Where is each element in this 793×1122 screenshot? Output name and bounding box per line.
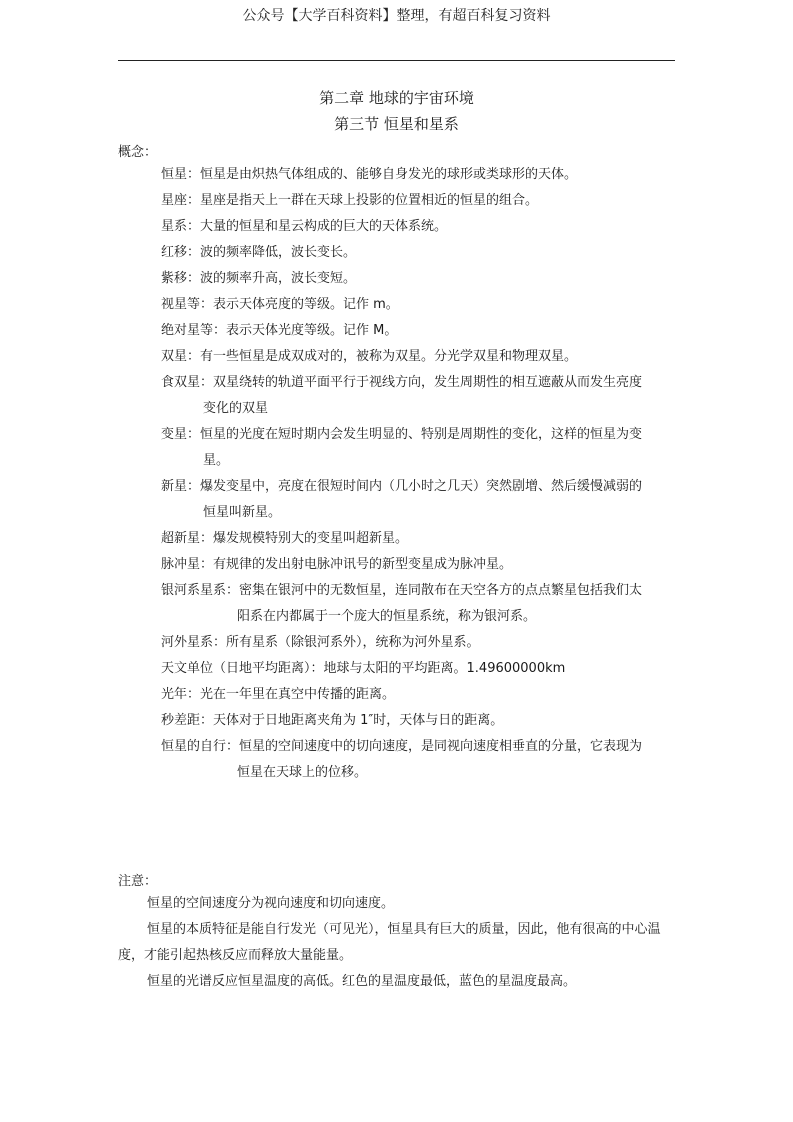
concept-term: 银河系星系：: [161, 583, 240, 598]
concept-definition: 双星绕转的轨道平面平行于视线方向，发生周期性的相互遮蔽从而发生亮度: [213, 375, 643, 390]
concept-term: 视星等：: [161, 297, 214, 312]
concept-term: 恒星：: [161, 167, 201, 182]
concept-item: [161, 682, 395, 708]
concept-term: 星系：: [161, 219, 201, 234]
concept-term: 天文单位（日地平均距离）：: [161, 661, 324, 676]
header-divider: [118, 60, 675, 61]
concept-definition: 波的频率升高，波长变短。: [200, 271, 357, 286]
notes-label: 注意：: [118, 874, 158, 889]
concept-item: [161, 344, 577, 370]
concept-item: [161, 656, 565, 682]
concept-definition: 变化的双星: [203, 401, 269, 416]
concept-item: [161, 474, 642, 526]
concept-definition: 星。: [203, 453, 230, 468]
note-text: 恒星的空间速度分为视向速度和切向速度。: [147, 896, 395, 911]
concept-term: 双星：: [161, 349, 201, 364]
concept-item: [161, 318, 397, 344]
concept-definition: 表示天体亮度的等级。记作 m。: [213, 297, 399, 312]
concept-definition: 光在一年里在真空中传播的距离。: [200, 687, 396, 702]
concept-term: 红移：: [161, 245, 201, 260]
concept-term: 光年：: [161, 687, 201, 702]
concept-item: [161, 630, 480, 656]
concept-definition: 爆发规模特别大的变星叫超新星。: [213, 531, 409, 546]
note-paragraph: [118, 917, 683, 969]
concept-term: 恒星的自行：: [161, 739, 240, 754]
note-paragraph: [118, 969, 683, 995]
section-title: 第三节 恒星和星系: [334, 115, 459, 133]
concept-item: [161, 292, 399, 318]
note-text: 恒星的光谱反应恒星温度的高低。红色的星温度最低，蓝色的星温度最高。: [147, 974, 577, 989]
concept-definition: 有规律的发出射电脉冲讯号的新型变星成为脉冲星。: [213, 557, 513, 572]
concept-definition: 密集在银河中的无数恒星，连同散布在天空各方的点点繁星包括我们太: [239, 583, 643, 598]
concept-item: [161, 526, 408, 552]
concept-definition: 大量的恒星和星云构成的巨大的天体系统。: [200, 219, 448, 234]
concept-definition: 表示天体光度等级。记作 M。: [226, 323, 398, 338]
concept-item: [161, 422, 642, 474]
concept-definition: 爆发变星中，亮度在很短时间内（几小时之几天）突然剧增、然后缓慢减弱的: [200, 479, 643, 494]
concept-item: [161, 370, 642, 422]
concept-term: 新星：: [161, 479, 201, 494]
concept-definition: 星座是指天上一群在天球上投影的位置相近的恒星的组合。: [200, 193, 539, 208]
concept-definition: 天体对于日地距离夹角为 1″时，天体与日的距离。: [213, 713, 504, 728]
concept-term: 变星：: [161, 427, 201, 442]
chapter-title: 第二章 地球的宇宙环境: [319, 89, 474, 107]
concept-item: [161, 734, 642, 786]
concept-definition: 恒星的光度在短时期内会发生明显的、特别是周期性的变化，这样的恒星为变: [200, 427, 643, 442]
concept-term: 绝对星等：: [161, 323, 227, 338]
concept-item: [161, 708, 503, 734]
concept-definition: 恒星是由炽热气体组成的、能够自身发光的球形或类球形的天体。: [200, 167, 578, 182]
concept-term: 星座：: [161, 193, 201, 208]
concept-item: [161, 552, 512, 578]
concept-definition: 地球与太阳的平均距离。1.49600000km: [323, 661, 566, 676]
concept-term: 紫移：: [161, 271, 201, 286]
concept-item: [161, 578, 642, 630]
concept-definition: 恒星在天球上的位移。: [237, 765, 368, 780]
concept-item: [161, 214, 447, 240]
concept-term: 食双星：: [161, 375, 214, 390]
concept-item: [161, 240, 356, 266]
concept-definition: 阳系在内都属于一个庞大的恒星系统，称为银河系。: [237, 609, 537, 624]
concept-term: 河外星系：: [161, 635, 227, 650]
concept-item: [161, 188, 538, 214]
note-paragraph: [118, 891, 683, 917]
concept-definition: 恒星的空间速度中的切向速度，是同视向速度相垂直的分量，它表现为: [239, 739, 643, 754]
concepts-label: 概念：: [118, 145, 158, 160]
concept-definition: 所有星系（除银河系外），统称为河外星系。: [226, 635, 480, 650]
concept-definition: 恒星叫新星。: [203, 505, 282, 520]
concept-term: 脉冲星：: [161, 557, 214, 572]
concept-item: [161, 162, 577, 188]
concept-definition: 波的频率降低，波长变长。: [200, 245, 357, 260]
concept-definition: 有一些恒星是成双成对的，被称为双星。分光学双星和物理双星。: [200, 349, 578, 364]
page-header: 公众号【大学百科资料】整理，有超百科复习资料: [242, 8, 551, 24]
concept-item: [161, 266, 356, 292]
concept-term: 秒差距：: [161, 713, 214, 728]
concept-term: 超新星：: [161, 531, 214, 546]
note-text: 恒星的本质特征是能自行发光（可见光），恒星具有巨大的质量，因此，他有很高的中心温度，才能引起热核反应而释放大量能量。: [118, 922, 661, 963]
